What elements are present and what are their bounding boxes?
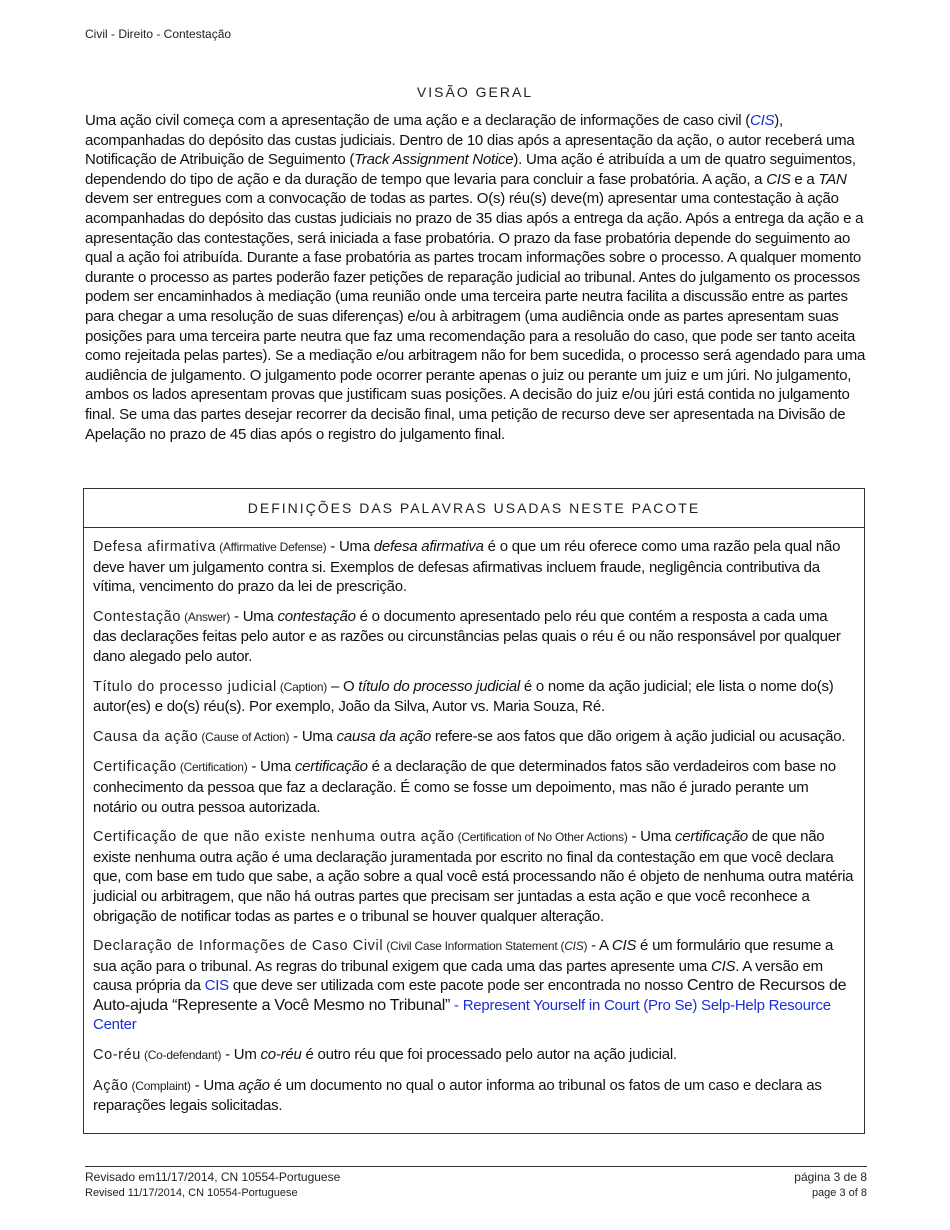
resource-center-name: Centro de Recursos de Auto-ajuda “Represente a Você Mesmo no Tribunal”	[93, 977, 847, 1014]
definition-english: (Cause of Action)	[198, 729, 290, 744]
definition-affirmative-defense	[93, 537, 854, 597]
definition-english: (Certification of No Other Actions)	[454, 830, 628, 845]
cis-acronym: CIS	[766, 170, 791, 188]
definition-text: refere-se aos fatos que dão origem à ação judicial ou acusação.	[430, 727, 846, 745]
definition-certification-no-other-actions	[93, 827, 854, 926]
definitions-title: DEFINIÇÕES DAS PALAVRAS USADAS NESTE PACOTE	[84, 489, 864, 528]
definition-emphasis: causa da ação	[336, 727, 431, 745]
definition-english: (Complaint)	[128, 1078, 191, 1093]
overview-text: e a	[790, 170, 819, 188]
definitions-box	[83, 488, 865, 1134]
definition-emphasis: co-réu	[260, 1046, 302, 1064]
definition-term: Certificação de que não existe nenhuma outra ação	[93, 829, 455, 846]
definition-text: é o nome da ação judicial; ele lista o nome do(s) autor(es) e do(s) réu(s). Por exemplo, João da Silva, Autor vs. Maria Souza, Ré.	[93, 677, 834, 716]
overview-title: VISÃO GERAL	[416, 84, 534, 100]
definitions-list	[84, 528, 864, 1116]
definition-text: que deve ser utilizada com este pacote pode ser encontrada no nosso	[228, 977, 687, 995]
definition-term: Contestação	[93, 608, 182, 625]
footer-revision	[85, 1169, 340, 1201]
definition-text: - Uma	[190, 1076, 239, 1094]
cis-acronym: CIS	[204, 977, 229, 995]
definition-text: . A versão em causa própria da	[93, 957, 823, 995]
definition-emphasis: título do processo judicial	[358, 677, 520, 695]
definition-term: Defesa afirmativa	[93, 539, 217, 555]
track-assignment-notice: Track Assignment Notice	[354, 151, 514, 169]
definition-emphasis: certificação	[294, 758, 368, 776]
cis-acronym: CIS	[750, 112, 775, 129]
definition-term: Causa da ação	[93, 728, 199, 745]
definition-text: é um formulário que resume a sua ação para o tribunal. As regras do tribunal exigem que cada uma das partes apresente uma	[93, 937, 834, 975]
revision-pt: Revisado em11/17/2014, CN 10554-Portuguese	[85, 1170, 341, 1184]
definition-term: Declaração de Informações de Caso Civil	[93, 938, 384, 955]
definition-text: é o que um réu oferece como uma razão pela qual não deve haver um julgamento contra si. Exemplos de defesas afirmativas incluem fraude, negligência contributiva da vítima, vencimento do prazo da lei de prescrição.	[93, 538, 841, 596]
overview-paragraph	[85, 111, 870, 444]
page-number-en: page 3 of 8	[811, 1187, 867, 1199]
definition-term: Co-réu	[93, 1047, 141, 1064]
definition-certification	[93, 757, 854, 817]
definition-text: - Uma	[326, 538, 374, 555]
definition-english: (Answer)	[181, 609, 231, 624]
tan-acronym: TAN	[818, 170, 847, 188]
definition-text: - Um	[221, 1046, 261, 1064]
definition-emphasis: CIS	[710, 957, 736, 975]
definition-english: (Civil Case Information Statement (	[383, 939, 565, 954]
definition-english: (Affirmative Defense)	[216, 540, 327, 554]
definition-english: CIS	[564, 939, 584, 954]
definition-emphasis: defesa afirmativa	[373, 538, 484, 555]
definition-english: (Caption)	[276, 679, 328, 694]
definition-text: é a declaração de que determinados fatos são verdadeiros com base no conhecimento da pessoa que faz a declaração. É como se fosse um depoimento, mas não é jurado perante um notário ou outra pessoa autorizada.	[93, 758, 836, 816]
definition-complaint	[93, 1076, 854, 1116]
definition-text: é outro réu que foi processado pelo autor na ação judicial.	[301, 1046, 677, 1064]
definition-text: é o documento apresentado pelo réu que contém a resposta a cada uma das declarações feitas pelo autor e as razões ou circunstâncias pelas quais o réu é ou não responsável por qualquer dano alegado pelo autor.	[93, 607, 841, 665]
definition-emphasis: certificação	[675, 828, 748, 846]
revision-en: Revised 11/17/2014, CN 10554-Portuguese	[85, 1187, 298, 1199]
definition-text: - Uma	[230, 607, 278, 625]
definition-text: - A	[587, 937, 612, 955]
definition-english: )	[583, 939, 588, 954]
overview-text: devem ser entregues com a convocação de todas as partes. O(s) réu(s) deve(m) apresentar uma contestação à ação acompanhadas do depósito das custas judiciais no prazo de 35 dias após a entrega da ação. Após a entrega da ação e a apresentação das contestações, será iniciada a fase probatória. O prazo da fase probatória depende do seguimento ao qual a ação foi atribuída. Durante a fase probatória as partes trocam informações sobre o processo. A qualquer momento durante o processo as partes poderão fazer petições de reparação judicial ao tribunal. Antes do julgamento os processos podem ser encaminhados à mediação (uma reunião onde uma terceira parte neutra facilita a discussão entre as partes para chegar a uma resolução de suas diferenças) e/ou à arbitragem (uma audiência onde as partes apresentam suas posições para uma terceira parte neutra que faz uma recomendação para a resoluão do caso, que pode ser tanto aceita como rejeitada pelas partes). Se a mediação e/ou arbitragem não for bem sucedida, o processo será agendado para uma audiência de julgamento. O julgamento pode ocorrer perante apenas o juiz ou perante um juiz e um júri. No julgamento, ambos os lados apresentam provas que justificam suas posições. A decisão do juiz e/ou júri está contida no julgamento final. Se uma das partes desejar recorrer da decisão final, uma petição de recurso deve ser apresentada na Divisão de Apelação no prazo de 45 dias após o registro do julgamento final.	[85, 190, 866, 443]
definition-text: - Uma	[247, 758, 295, 776]
definition-answer	[93, 607, 854, 667]
page-header: Civil - Direito - Contestação	[85, 27, 232, 41]
footer-page-number	[794, 1169, 867, 1201]
definition-term: Certificação	[93, 759, 177, 776]
overview-text: ), acompanhadas do depósito das custas judiciais. Dentro de 10 dias após a apresentação da ação, o autor receberá uma Notificação de Atribuição de Seguimento (	[85, 112, 855, 169]
resource-center-link[interactable]: -	[450, 996, 463, 1014]
definition-emphasis: ação	[238, 1076, 270, 1094]
definition-term: Ação	[93, 1077, 129, 1094]
definition-text: - Uma	[289, 727, 337, 745]
definition-text: - Uma	[627, 828, 676, 846]
definition-caption	[93, 677, 854, 717]
definition-co-defendant	[93, 1045, 854, 1066]
definition-text: de que não existe nenhuma outra ação é uma declaração juramentada por escrito no final da contestação em que você declara que, com base em tudo que sabe, a ação sobre a qual você está processando não é objeto de nenhuma outra matéria judicial ou arbitragem, que não há outras partes que precisam ser juntadas a esta ação e que você reconhece a obrigação de notificar todas as partes e o tribunal se houver qualquer alteração.	[93, 828, 854, 925]
definition-emphasis: CIS	[611, 937, 637, 955]
definition-english: (Co-defendant)	[140, 1048, 222, 1063]
definition-emphasis: contestação	[277, 607, 356, 625]
page-number-pt: página 3 de 8	[794, 1170, 867, 1184]
definition-text: – O	[327, 677, 359, 695]
overview-text: ). Uma ação é atribuída a um de quatro seguimentos, dependendo do tipo de ação e da duração de tempo que levaria para concluir a fase probatória. A ação, a	[85, 151, 856, 188]
definition-term: Título do processo judicial	[93, 678, 277, 695]
definition-cis	[93, 936, 854, 1035]
footer-divider	[85, 1166, 867, 1167]
definition-cause-of-action	[93, 727, 854, 748]
definition-text: é um documento no qual o autor informa ao tribunal os fatos de um caso e declara as reparações legais solicitadas.	[93, 1076, 822, 1115]
overview-text: Uma ação civil começa com a apresentação de uma ação e a declaração de informações de caso civil (	[85, 112, 751, 129]
definition-english: (Certification)	[176, 760, 248, 775]
resource-center-link[interactable]: Represent Yourself in Court (Pro Se) Selp-Help Resource Center	[93, 996, 831, 1034]
